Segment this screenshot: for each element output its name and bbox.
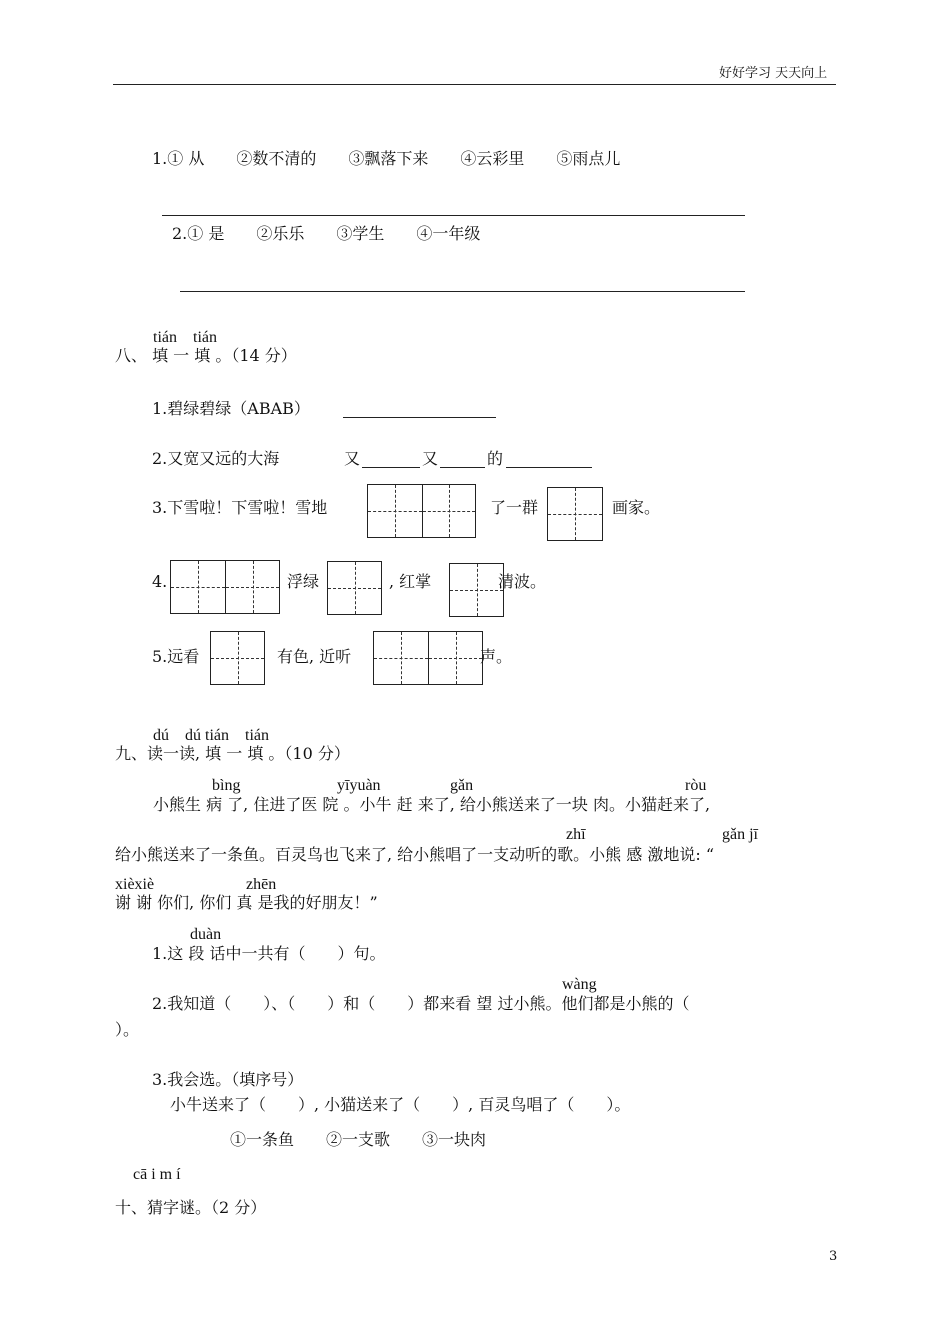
q8-item-2-blank-1 [362, 467, 420, 468]
q8-item-2-blank-2 [440, 467, 485, 468]
q9-sub-2-continued: ）。 [115, 1020, 140, 1039]
q8-item-4-text-b: , 红掌 [389, 572, 432, 591]
q8-item-4-grid-1 [170, 560, 280, 614]
q7-item-1: 1.① 从 ②数不清的 ③飘落下来 ④云彩里 ⑤雨点儿 [152, 149, 621, 168]
q9-title: 九、读一读, 填 一 填 。（10 分） [115, 744, 350, 763]
q10-title-pinyin: cā i m í [133, 1166, 181, 1183]
q9-pinyin-gan: gǎn [450, 777, 474, 794]
q8-item-2-you-2: 又 [422, 449, 439, 468]
header-rule [113, 84, 836, 85]
q8-item-4-grid-3 [449, 563, 504, 617]
q9-pinyin-bing: bìng [212, 777, 241, 794]
q9-passage-line-2: 给小熊送来了一条鱼。百灵鸟也飞来了, 给小熊唱了一支动听的歌。小熊 感 激地说: “ [115, 845, 715, 864]
q8-item-5-mid: 有色, 近听 [277, 647, 352, 666]
q9-sub-3: 3.我会选。（填序号） [152, 1070, 304, 1089]
q9-sub-2-pinyin: wàng [562, 976, 597, 993]
q8-item-3-prefix: 3.下雪啦！下雪啦！雪地 [152, 498, 328, 517]
q9-pinyin-zhi: zhī [566, 826, 586, 843]
q8-title-pinyin: tián tián [153, 329, 217, 346]
q9-pinyin-ganji: gǎn jī [722, 826, 758, 843]
q9-pinyin-xiexie: xièxiè [115, 876, 155, 893]
q9-pinyin-rou: ròu [685, 777, 707, 794]
q8-item-4-prefix: 4. [152, 572, 168, 591]
q7-item-2: 2.① 是 ②乐乐 ③学生 ④一年级 [172, 224, 481, 243]
q9-sub-2: 2.我知道（ ）、（ ）和（ ）都来看 望 过小熊。他们都是小熊的（ [152, 994, 690, 1013]
q8-item-3-suffix: 画家。 [612, 498, 661, 517]
q9-pinyin-zhen: zhēn [246, 876, 277, 893]
q8-item-1-blank [343, 417, 496, 418]
q8-title: 八、 填 一 填 。（14 分） [115, 346, 297, 365]
q9-sub-3-sentence: 小牛送来了（ ）, 小猫送来了（ ）, 百灵鸟唱了（ ）。 [170, 1095, 631, 1114]
q9-sub-3-options: ①一条鱼 ②一支歌 ③一块肉 [230, 1130, 487, 1149]
q8-item-2-blank-3 [506, 467, 592, 468]
q8-item-5-suffix: 声。 [480, 647, 513, 666]
q8-item-4-text-a: 浮绿 [287, 572, 320, 591]
q9-passage-line-3: 谢 谢 你们, 你们 真 是我的好朋友！” [115, 893, 378, 912]
q10-title: 十、猜字谜。（2 分） [115, 1198, 267, 1217]
q8-item-2-de: 的 [487, 449, 504, 468]
q8-item-1: 1.碧绿碧绿（ABAB） [152, 399, 310, 418]
q9-sub-1-pinyin: duàn [190, 926, 222, 943]
q8-item-4-grid-2 [327, 561, 382, 615]
q9-pinyin-yiyuan: yīyuàn [337, 777, 381, 794]
q9-sub-1: 1.这 段 话中一共有（ ）句。 [152, 944, 386, 963]
q7-answer-line-1 [162, 215, 745, 216]
q8-item-4-text-c: 清波。 [498, 572, 547, 591]
q9-title-pinyin: dú dú tián tián [153, 727, 269, 744]
q8-item-5-grid-2 [373, 631, 483, 685]
page-number: 3 [829, 1249, 838, 1264]
q7-answer-line-2 [180, 291, 745, 292]
q8-item-2: 2.又宽又远的大海 [152, 449, 280, 468]
header-motto: 好好学习 天天向上 [719, 66, 828, 81]
q8-item-3-mid: 了一群 [490, 498, 539, 517]
q8-item-2-you-1: 又 [344, 449, 361, 468]
q9-passage-line-1: 小熊生 病 了, 住进了医 院 。小牛 赶 来了, 给小熊送来了一块 肉。小猫赶来了, [153, 795, 711, 814]
q8-item-5-grid-1 [210, 631, 265, 685]
q8-item-3-grid-2 [547, 487, 603, 541]
q8-item-3-grid-1 [367, 484, 476, 538]
q8-item-5-prefix: 5.远看 [152, 647, 200, 666]
